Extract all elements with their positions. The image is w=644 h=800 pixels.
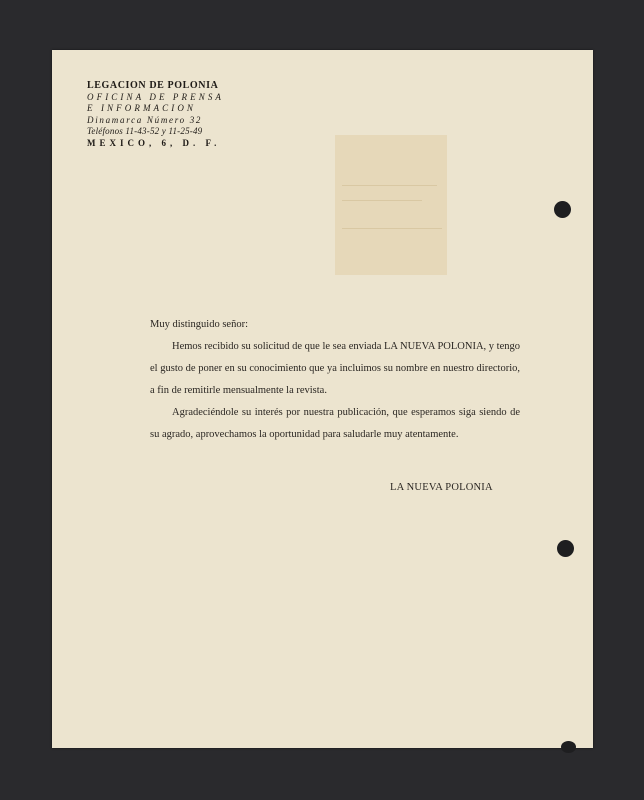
- show-through-line: [342, 228, 442, 229]
- letter-body: [150, 314, 520, 446]
- paragraph-1: Hemos recibido su solicitud de que le sea enviada LA NUEVA POLONIA, y tengo el gusto de poner en su conocimiento que ya incluimos su nombre en nuestro directorio, a fin de remitirle mensualmente la revista.: [150, 341, 520, 396]
- punch-hole: [557, 540, 574, 557]
- show-through-line: [342, 185, 437, 186]
- letterhead-city: MEXICO, 6, D. F.: [87, 137, 221, 148]
- salutation: Muy distinguido señor:: [150, 319, 249, 330]
- show-through-line: [342, 200, 422, 201]
- signature: LA NUEVA POLONIA: [390, 482, 493, 493]
- letterhead-office-line-1: OFICINA DE PRENSA: [87, 91, 225, 102]
- punch-hole: [554, 201, 571, 218]
- letterhead: [87, 80, 287, 149]
- letterhead-phones: Teléfonos 11-43-52 y 11-25-49: [87, 126, 203, 136]
- letterhead-address: Dinamarca Número 32: [87, 114, 203, 125]
- letterhead-title: LEGACION DE POLONIA: [87, 80, 219, 91]
- punch-hole: [561, 741, 576, 753]
- paragraph-2: Agradeciéndole su interés por nuestra publicación, que esperamos siga siendo de su agrado, aprovechamos la oportunidad para saludarle muy atentamente.: [150, 407, 520, 440]
- show-through-stain: [335, 135, 447, 275]
- letterhead-office-line-2: E INFORMACION: [87, 103, 197, 113]
